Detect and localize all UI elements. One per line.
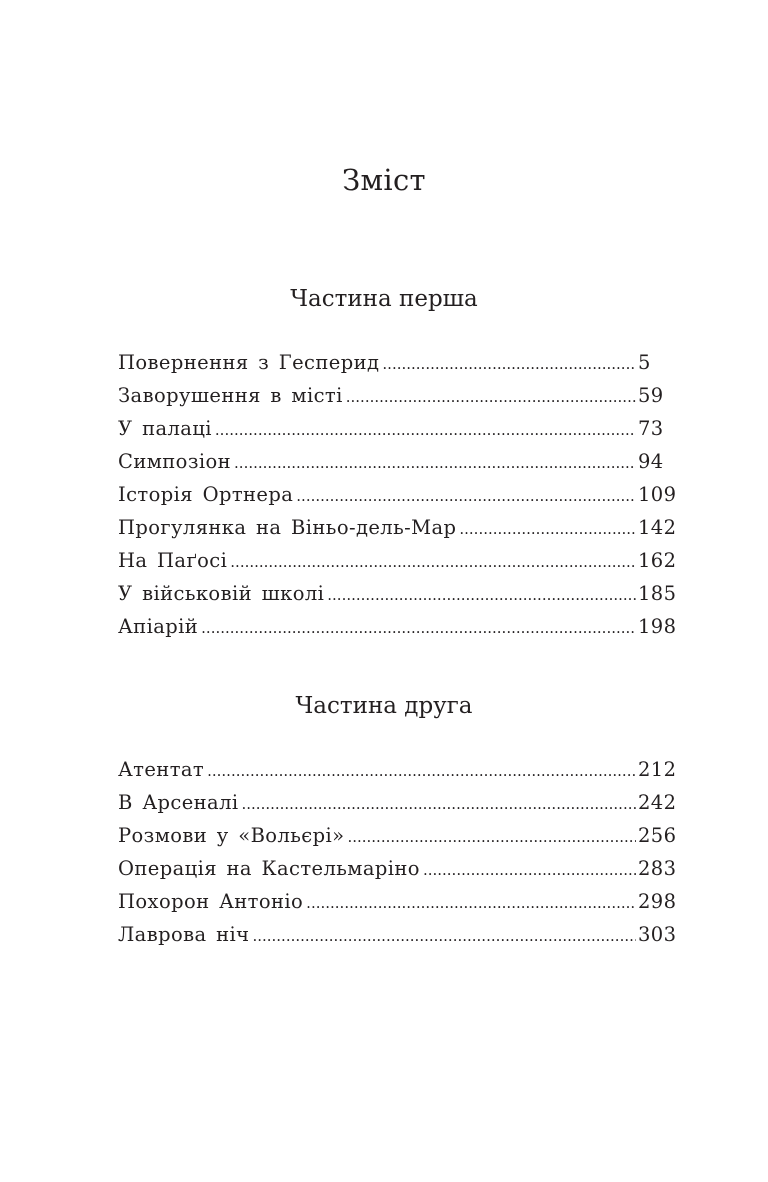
dot-leader: [252, 920, 636, 953]
toc-entry[interactable]: [118, 852, 680, 885]
dot-leader: [306, 887, 636, 920]
dot-leader: [234, 447, 636, 480]
dot-leader: [423, 854, 636, 887]
entry-title: Апіарій: [118, 615, 199, 638]
entry-page-number: 198: [638, 615, 677, 638]
dot-leader: [327, 579, 636, 612]
toc-entry[interactable]: [118, 577, 680, 610]
toc-entry[interactable]: [118, 379, 680, 412]
part-2-heading: Частина друга: [295, 693, 473, 719]
dot-leader: [201, 612, 636, 645]
toc-entry[interactable]: [118, 544, 680, 577]
entry-title: Розмови у «Вольєрі»: [118, 824, 345, 847]
toc-entry[interactable]: [118, 346, 680, 379]
entry-title: Прогулянка на Віньо-дель-Мар: [118, 516, 457, 539]
entry-title: Лаврова ніч: [118, 923, 250, 946]
entry-page-number: 142: [638, 516, 677, 539]
entry-title: На Паґосі: [118, 549, 228, 572]
dot-leader: [296, 480, 636, 513]
toc-entry[interactable]: [118, 819, 680, 852]
entry-page-number: 242: [638, 791, 677, 814]
dot-leader: [382, 348, 636, 381]
entry-page-number: 73: [638, 417, 664, 440]
entry-title: Симпозіон: [118, 450, 232, 473]
dot-leader: [346, 381, 636, 414]
toc-entry[interactable]: [118, 786, 680, 819]
entry-page-number: 283: [638, 857, 677, 880]
dot-leader: [459, 513, 636, 546]
part-1-entry-list: [118, 346, 680, 643]
dot-leader: [215, 414, 636, 447]
entry-page-number: 256: [638, 824, 677, 847]
toc-entry[interactable]: [118, 918, 680, 951]
entry-title: В Арсеналі: [118, 791, 239, 814]
entry-page-number: 212: [638, 758, 677, 781]
toc-entry[interactable]: [118, 610, 680, 643]
entry-page-number: 109: [638, 483, 677, 506]
entry-title: Історія Ортнера: [118, 483, 294, 506]
dot-leader: [347, 821, 636, 854]
dot-leader: [230, 546, 636, 579]
toc-entry[interactable]: [118, 412, 680, 445]
toc-entry[interactable]: [118, 885, 680, 918]
entry-page-number: 59: [638, 384, 664, 407]
entry-title: Повернення з Гесперид: [118, 351, 380, 374]
part-1-heading: Частина перша: [290, 286, 478, 312]
entry-page-number: 94: [638, 450, 664, 473]
entry-page-number: 5: [638, 351, 651, 374]
toc-entry[interactable]: [118, 445, 680, 478]
entry-page-number: 298: [638, 890, 677, 913]
entry-title: Заворушення в місті: [118, 384, 343, 407]
entry-title: У палаці: [118, 417, 212, 440]
toc-entry[interactable]: [118, 753, 680, 786]
page-title: Зміст: [342, 163, 426, 197]
entry-page-number: 162: [638, 549, 677, 572]
entry-page-number: 303: [638, 923, 677, 946]
dot-leader: [242, 788, 637, 821]
toc-entry[interactable]: [118, 511, 680, 544]
entry-title: Похорон Антоніо: [118, 890, 304, 913]
dot-leader: [207, 755, 636, 788]
toc-entry[interactable]: [118, 478, 680, 511]
entry-title: Операція на Кастельмаріно: [118, 857, 420, 880]
entry-title: У військовій школі: [118, 582, 325, 605]
entry-title: Атентат: [118, 758, 205, 781]
part-2-entry-list: [118, 753, 680, 951]
entry-page-number: 185: [638, 582, 677, 605]
